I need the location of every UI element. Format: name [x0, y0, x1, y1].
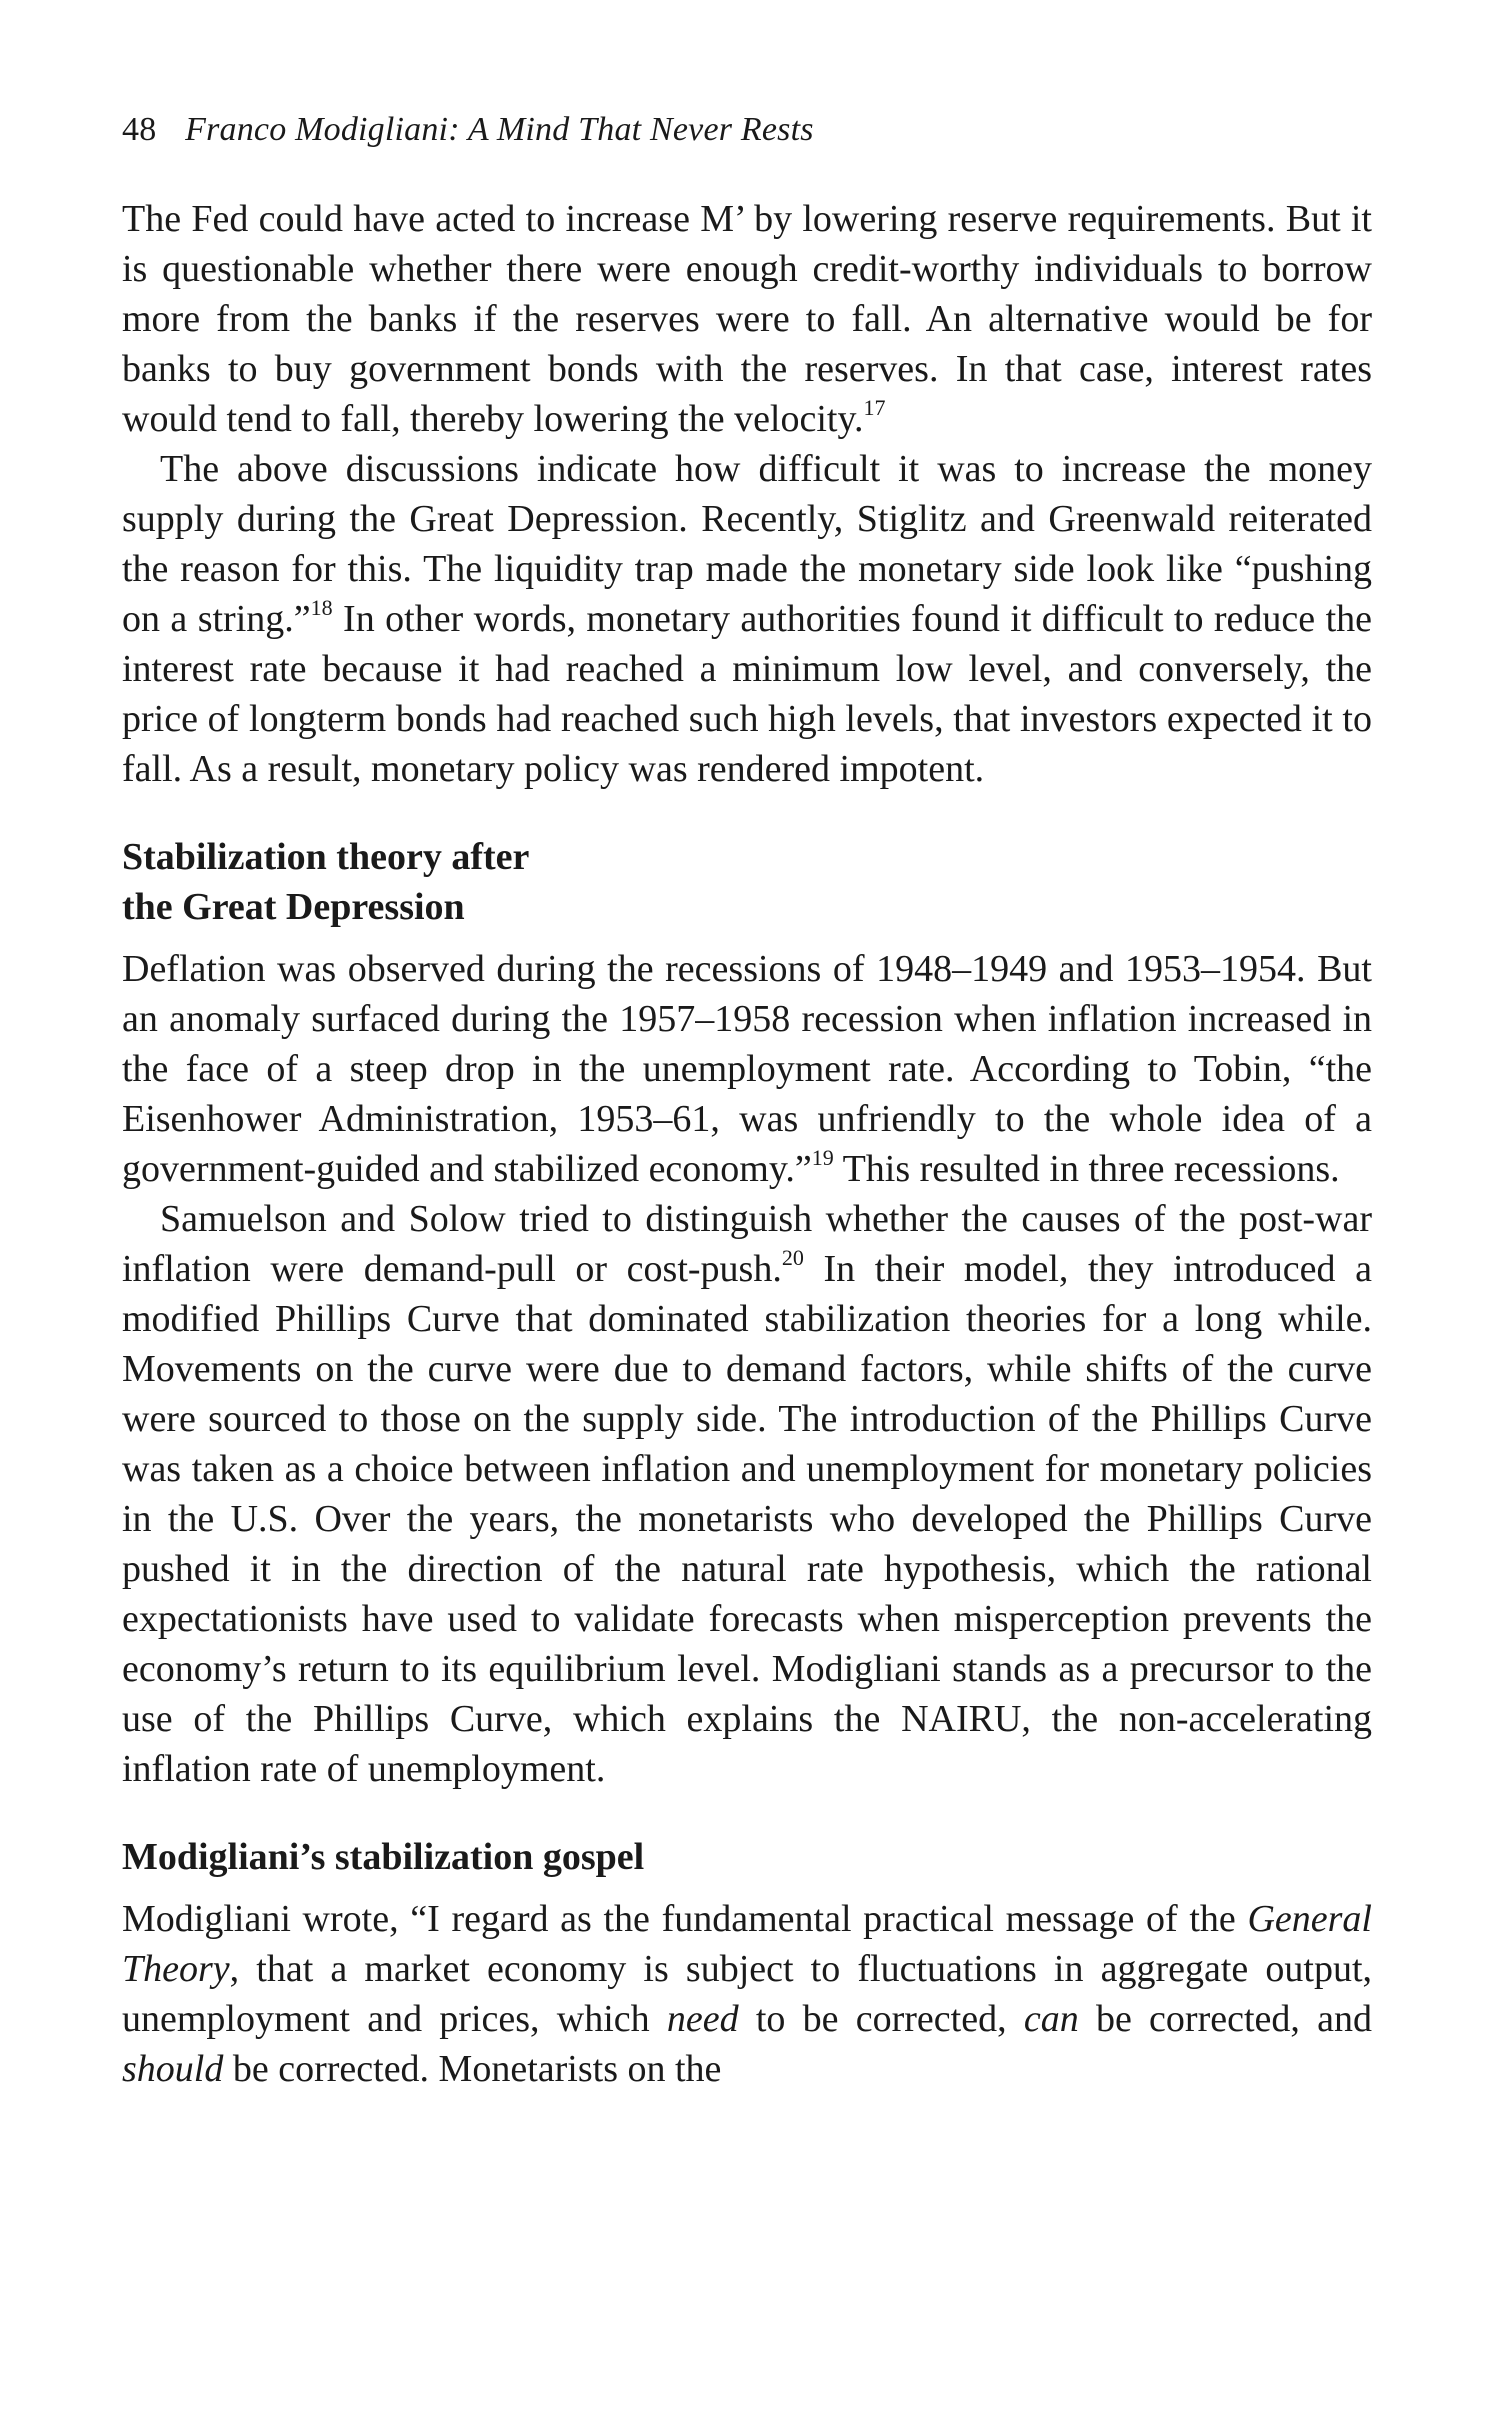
paragraph-text: Deflation was observed during the recessions of 1948–1949 and 1953–1954. But an anomaly surfaced during the 1957–1958 recession when inflation increased in the face of a steep drop in the unemployment rate. According to Tobin, “the Eisenhower Administration, 1953–61, was unfriendly to the whole idea of a government-guided and stabilized economy.”	[122, 948, 1372, 1190]
footnote-ref-20[interactable]: 20	[781, 1245, 804, 1271]
paragraph-phillips-curve	[122, 1194, 1372, 1794]
paragraph-text: be corrected, and	[1078, 1998, 1372, 2040]
paragraph-text: , that a market economy is subject to fluctuations in aggregate output, unemployment and prices, which	[122, 1948, 1372, 2040]
paragraph-text: In other words, monetary authorities found it difficult to reduce the interest rate because it had reached a minimum low level, and conversely, the price of longterm bonds had reached such high levels, that investors expected it to fall. As a result, monetary policy was rendered impotent.	[122, 598, 1373, 790]
italic-book-title: General Theory	[122, 1898, 1372, 1990]
paragraph-text: be corrected. Monetarists on the	[223, 2048, 722, 2090]
paragraph-text: This resulted in three recessions.	[833, 1148, 1340, 1190]
section-heading-stabilization-theory	[122, 832, 1372, 932]
book-page	[122, 108, 1372, 2094]
paragraph-text: The above discussions indicate how difficult it was to increase the money supply during the Great Depression. Recently, Stiglitz and Greenwald reiterated the reason for this. The liquidity trap made the monetary side look like “pushing on a string.”	[122, 448, 1372, 640]
page-number: 48	[122, 111, 157, 148]
italic-emphasis-need: need	[666, 1998, 739, 2040]
paragraph-text: to be corrected,	[738, 1998, 1024, 2040]
paragraph-text: Modigliani wrote, “I regard as the fundamental practical message of the	[122, 1898, 1248, 1940]
paragraph-liquidity-trap	[122, 444, 1372, 794]
footnote-ref-19[interactable]: 19	[811, 1145, 834, 1171]
paragraph-text: The Fed could have acted to increase M’ by lowering reserve requirements. But it is questionable whether there were enough credit-worthy individuals to borrow more from the banks if the reserves were to fall. An alternative would be for banks to buy government bonds with the reserves. In that case, interest rates would tend to fall, thereby lowering the velocity.	[122, 198, 1372, 440]
italic-emphasis-can: can	[1023, 1998, 1079, 2040]
italic-emphasis-should: should	[122, 2048, 224, 2090]
paragraph-text: In their model, they introduced a modified Phillips Curve that dominated stabilization theories for a long while. Movements on the curve were due to demand factors, while shifts of the curve were sourced to those on the supply side. The introduction of the Phillips Curve was taken as a choice between inflation and unemployment for monetary policies in the U.S. Over the years, the monetarists who developed the Phillips Curve pushed it in the direction of the natural rate hypothesis, which the rational expectationists have used to validate forecasts when misperception prevents the economy’s return to its equilibrium level. Modigliani stands as a precursor to the use of the Phillips Curve, which explains the NAIRU, the non-accelerating inflation rate of unemployment.	[122, 1248, 1372, 1790]
heading-line-1: Stabilization theory after	[122, 836, 530, 878]
paragraph-fed-reserves	[122, 194, 1372, 444]
book-title: Franco Modigliani: A Mind That Never Rests	[185, 111, 814, 148]
paragraph-deflation	[122, 944, 1372, 1194]
running-head	[122, 108, 1372, 152]
heading-line-2: the Great Depression	[122, 886, 465, 928]
footnote-ref-18[interactable]: 18	[310, 595, 333, 621]
footnote-ref-17[interactable]: 17	[863, 395, 886, 421]
section-heading-stabilization-gospel: Modigliani’s stabilization gospel	[122, 1836, 645, 1878]
paragraph-general-theory	[122, 1894, 1372, 2094]
paragraph-text: Samuelson and Solow tried to distinguish whether the causes of the post-war inflation were demand-pull or cost-push.	[122, 1198, 1372, 1290]
